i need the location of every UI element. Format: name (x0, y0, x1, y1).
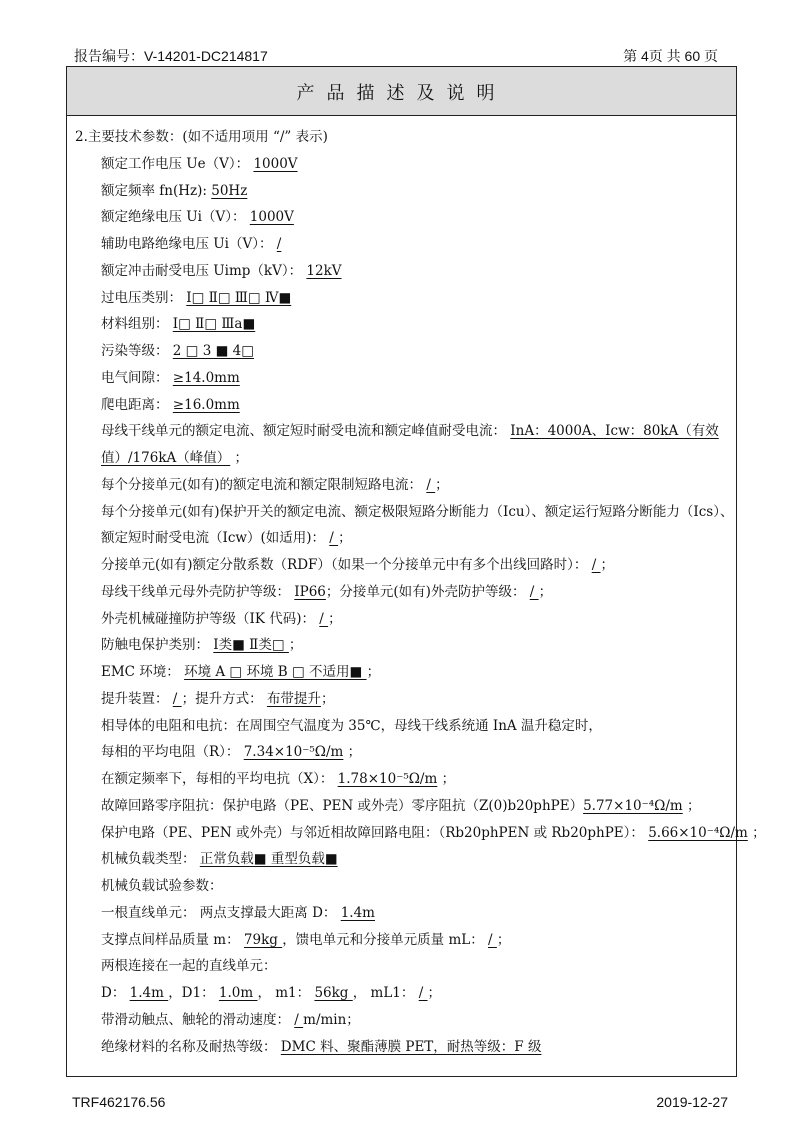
param-busbar-current-2 (101, 446, 248, 466)
param-label: m/min； (303, 1011, 360, 1028)
param-rated-frequency (101, 179, 247, 199)
param-label: ； (747, 824, 766, 841)
page-number: 第 4页 共 60 页 (623, 48, 718, 64)
param-value: / (418, 985, 428, 1001)
param-label: 提升装置： (101, 690, 173, 707)
param-value: / (426, 476, 436, 493)
page-title: 产品描述及说明 (296, 83, 507, 104)
param-value: 值）/176kA（峰值） (101, 450, 231, 466)
param-pollution-degree (101, 339, 254, 359)
param-value: ≥14.0mm (172, 369, 240, 386)
param-ik-code (101, 607, 342, 627)
param-value: Ⅰ类■ Ⅱ类□ (213, 637, 289, 654)
param-label: 支撑点间样品质量 m： (101, 931, 244, 948)
param-label: 过电压类别： (101, 289, 187, 306)
param-label: 绝缘材料的名称及耐热等级： (101, 1038, 281, 1055)
param-label: ； (338, 530, 352, 547)
param-value: 50Hz (211, 182, 248, 199)
param-value: 5.77×10⁻⁴Ω/m (583, 797, 683, 814)
param-label: 额定短时耐受电流（Icw）(如适用)： (101, 530, 330, 547)
param-emc-environment (101, 660, 380, 680)
param-label: 防触电保护类别： (101, 637, 214, 654)
param-rated-insulation-voltage (101, 205, 294, 225)
param-label: ； (600, 557, 615, 573)
param-busbar-current-1 (101, 419, 719, 439)
param-support-mass (101, 928, 510, 948)
param-label: ； (435, 476, 449, 493)
param-value: 1.4m (129, 985, 169, 1001)
param-label: 保护电路（PE、PEN 或外壳）与邻近相故障回路电阻：（Rb20phPEN 或 Rb20phPE）： (101, 824, 649, 841)
param-label: 分接单元(如有)额定分散系数（RDF）（如果一个分接单元中有多个出线回路时）： (101, 557, 592, 573)
param-label: 两根连接在一起的直线单元： (101, 958, 277, 975)
param-value: IP66 (294, 583, 326, 600)
param-tapoff-rated-current (101, 473, 449, 493)
param-two-units-values (101, 981, 441, 1001)
param-label: ；提升方式： (181, 690, 267, 707)
param-value: 1000V (249, 209, 294, 226)
param-value: 1.0m (218, 985, 258, 1001)
param-label: D： (101, 985, 130, 1001)
param-insulation-material (101, 1035, 541, 1055)
param-pe-resistance (101, 821, 766, 841)
param-avg-reactance (101, 767, 455, 787)
param-label: ； (230, 450, 249, 466)
param-label: 额定绝缘电压 Ui（V）： (101, 209, 250, 226)
doc-code: TRF462176.56 (72, 1094, 166, 1110)
param-value: 布带提升 (266, 690, 321, 707)
param-value: ≥16.0mm (172, 396, 240, 413)
param-label: 电气间隙： (101, 369, 173, 386)
param-label: 机械负载试验参数： (101, 878, 223, 894)
param-label: 每相的平均电阻（R）： (101, 744, 244, 761)
param-label: ； (427, 985, 442, 1001)
param-label: 2.主要技术参数：(如不适用项用 “/” 表示) (75, 129, 328, 145)
param-label: ； (288, 637, 303, 654)
param-value: 1.78×10⁻⁵Ω/m (337, 771, 438, 787)
param-label: ； (538, 583, 553, 600)
param-label: 辅助电路绝缘电压 Ui（V）： (101, 236, 277, 252)
param-shock-protection (101, 633, 302, 653)
param-label: ； (328, 610, 342, 627)
doc-date: 2019-12-27 (656, 1094, 728, 1110)
param-value: DMC 料、聚酯薄膜 PET，耐热等级：F 级 (280, 1038, 542, 1055)
param-material-group (101, 312, 255, 332)
param-aux-insulation-voltage (101, 232, 281, 252)
param-value: 56kg (314, 985, 353, 1001)
content-frame (66, 66, 766, 1077)
param-tapoff-breaking-2 (101, 526, 352, 546)
param-value: InA：4000A、Icw：80kA（有效 (510, 423, 719, 440)
param-value: / (294, 1011, 304, 1028)
param-value: 正常负载■ 重型负载■ (199, 851, 338, 868)
param-enclosure-protection (101, 580, 552, 600)
param-value: 1.4m (340, 904, 375, 921)
param-label: ， m1： (257, 985, 315, 1001)
param-label: 材料组别： (101, 316, 173, 333)
param-label: 额定频率 fn(Hz): (101, 182, 212, 199)
param-label: ；分接单元(如有)外壳防护等级： (325, 583, 530, 600)
param-label: 污染等级： (101, 343, 173, 359)
param-mech-load-type (101, 847, 338, 867)
param-label: 母线干线单元的额定电流、额定短时耐受电流和额定峰值耐受电流： (101, 423, 511, 440)
param-label: 外壳机械碰撞防护等级（IK 代码)： (101, 610, 320, 627)
param-label: ，馈电单元和分接单元质量 mL： (282, 931, 489, 948)
param-single-unit (101, 901, 375, 921)
param-two-units (101, 954, 277, 974)
param-label: 机械负载类型： (101, 851, 200, 868)
param-value: 7.34×10⁻⁵Ω/m (243, 744, 344, 761)
param-sliding-speed (101, 1008, 360, 1028)
param-rdf (101, 553, 614, 573)
param-avg-resistance (101, 740, 361, 760)
param-value: 2 □ 3 ■ 4□ (172, 343, 254, 359)
param-value: / (591, 557, 601, 573)
param-value: 5.66×10⁻⁴Ω/m (648, 824, 748, 841)
title-bar (67, 67, 736, 116)
param-label: 在额定频率下，每相的平均电抗（X）： (101, 771, 338, 787)
param-value: / (329, 530, 339, 547)
param-value: / (276, 236, 282, 252)
param-section-title (75, 125, 328, 145)
param-label: 额定冲击耐受电压 Uimp（kV）： (101, 262, 307, 279)
param-label: 每个分接单元(如有)保护开关的额定电流、额定极限短路分断能力（Icu）、额定运行短路分断能力（Ics）、 (101, 503, 734, 520)
param-rated-voltage (101, 152, 298, 172)
param-label: ； (343, 744, 362, 761)
param-value: 1000V (253, 155, 298, 172)
param-creepage (101, 393, 240, 413)
param-resistance-intro (101, 714, 602, 734)
param-value: / (172, 690, 182, 707)
param-label: ； (682, 797, 701, 814)
param-clearance (101, 366, 240, 386)
param-label: ； (496, 931, 511, 948)
param-lifting-device (101, 687, 334, 707)
param-value: 12kV (306, 262, 342, 279)
param-impulse-voltage (101, 259, 342, 279)
param-label: 一根直线单元： 两点支撑最大距离 D： (101, 904, 341, 921)
param-value: Ⅰ□ Ⅱ□ Ⅲ□ Ⅳ■ (186, 289, 292, 306)
param-overvoltage-category (101, 286, 291, 306)
param-value: / (488, 931, 497, 948)
param-zero-seq-impedance (101, 794, 701, 814)
param-label: ，D1： (168, 985, 219, 1001)
param-value: 79kg (243, 931, 283, 948)
param-label: ； (437, 771, 456, 787)
param-mech-load-test (101, 874, 223, 894)
param-label: 每个分接单元(如有)的额定电流和额定限制短路电流： (101, 476, 427, 493)
param-label: 带滑动触点、触轮的滑动速度： (101, 1011, 295, 1028)
param-label: EMC 环境： (101, 664, 185, 680)
report-number: 报告编号：V-14201-DC214817 (74, 48, 268, 64)
param-value: / (529, 583, 539, 600)
param-label: ， mL1： (352, 985, 419, 1001)
param-value: Ⅰ□ Ⅱ□ Ⅲa■ (172, 316, 256, 333)
param-label: 爬电距离： (101, 396, 173, 413)
param-label: 额定工作电压 Ue（V）： (101, 155, 254, 172)
param-tapoff-breaking-1 (101, 500, 733, 520)
param-value: / (319, 610, 329, 627)
param-label: ； (366, 664, 381, 680)
param-label: 母线干线单元母外壳防护等级： (101, 583, 295, 600)
param-label: ； (320, 690, 335, 707)
param-label: 故障回路零序阻抗：保护电路（PE、PEN 或外壳）零序阻抗（Z(0)b20phPE） (101, 797, 584, 814)
param-value: 环境 A □ 环境 B □ 不适用■ (184, 664, 367, 680)
param-label: 相导体的电阻和电抗：在周围空气温度为 35℃，母线干线系统通 InA 温升稳定时， (101, 717, 602, 734)
